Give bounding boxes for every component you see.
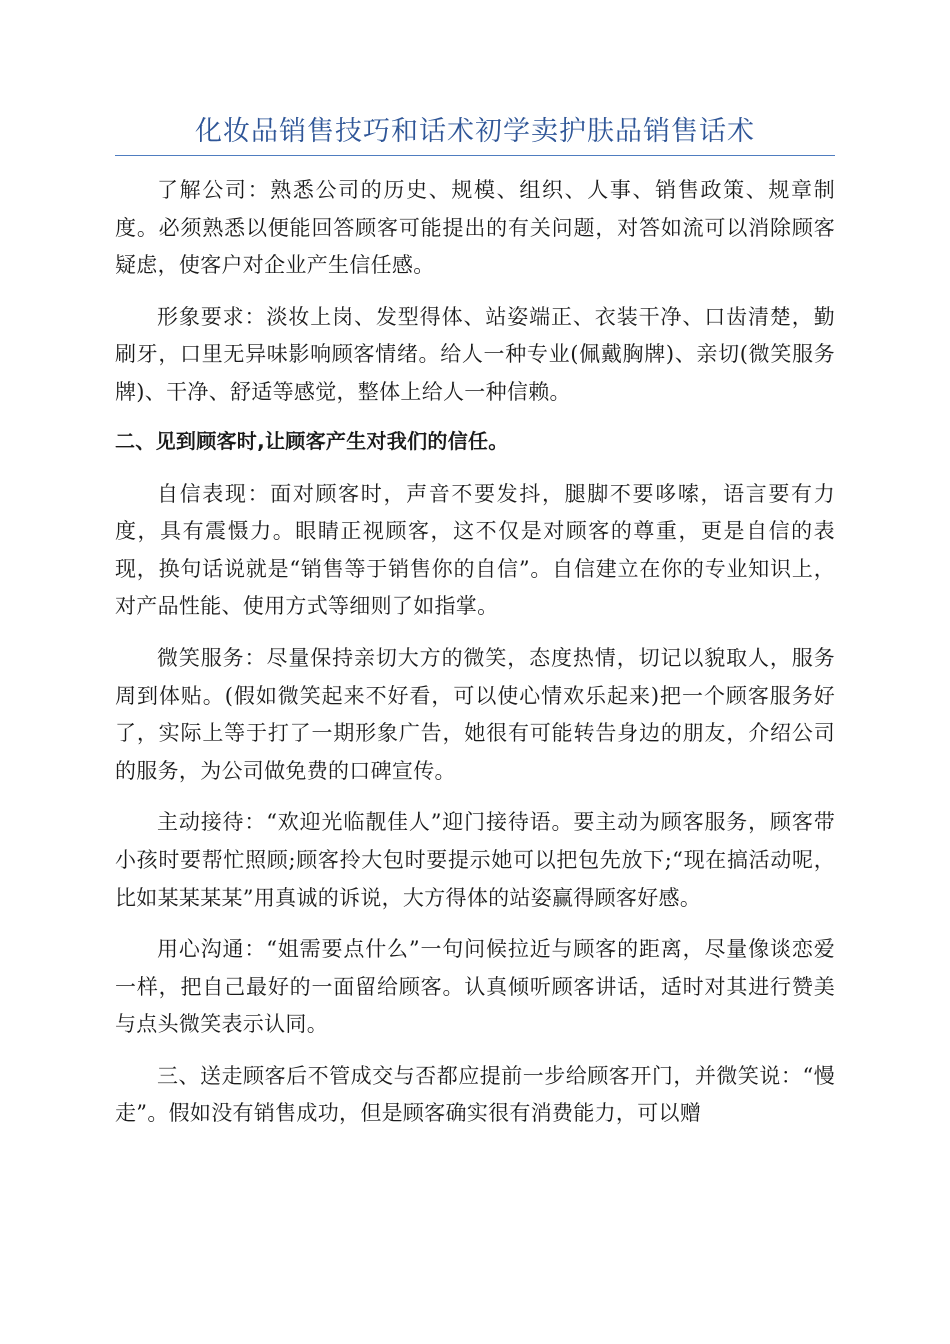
paragraph-confidence: 自信表现：面对顾客时，声音不要发抖，腿脚不要哆嗦，语言要有力度，具有震慑力。眼睛正视顾客，这不仅是对顾客的尊重，更是自信的表现，换句话说就是“销售等于销售你的自信”。自信建立在你的专业知识上，对产品性能、使用方式等细则了如指掌。	[115, 481, 835, 619]
paragraph-company: 了解公司：熟悉公司的历史、规模、组织、人事、销售政策、规章制度。必须熟悉以便能回答顾客可能提出的有关问题，对答如流可以消除顾客疑虑，使客户对企业产生信任感。	[115, 178, 835, 278]
document-title: 化妆品销售技巧和话术初学卖护肤品销售话术	[195, 116, 755, 147]
title-underline	[115, 155, 835, 156]
section-heading: 二、见到顾客时,让顾客产生对我们的信任。	[115, 428, 509, 453]
paragraph-farewell: 三、送走顾客后不管成交与否都应提前一步给顾客开门，并微笑说：“慢走”。假如没有销售成功，但是顾客确实很有消费能力，可以赠	[115, 1063, 835, 1126]
paragraph-communication: 用心沟通：“姐需要点什么”一句问候拉近与顾客的距离，尽量像谈恋爱一样，把自己最好的一面留给顾客。认真倾听顾客讲话，适时对其进行赞美与点头微笑表示认同。	[115, 937, 835, 1037]
paragraph-active-reception: 主动接待：“欢迎光临靓佳人”迎门接待语。要主动为顾客服务，顾客带小孩时要帮忙照顾;顾客拎大包时要提示她可以把包先放下;“现在搞活动呢，比如某某某某”用真诚的诉说，大方得体的站姿赢得顾客好感。	[115, 810, 835, 910]
paragraph-image: 形象要求：淡妆上岗、发型得体、站姿端正、衣装干净、口齿清楚，勤刷牙，口里无异味影响顾客情绪。给人一种专业(佩戴胸牌)、亲切(微笑服务牌)、干净、舒适等感觉，整体上给人一种信赖。	[115, 304, 835, 404]
paragraph-smile-service: 微笑服务：尽量保持亲切大方的微笑，态度热情，切记以貌取人，服务周到体贴。(假如微笑起来不好看，可以使心情欢乐起来)把一个顾客服务好了，实际上等于打了一期形象广告，她很有可能转告身边的朋友，介绍公司的服务，为公司做免费的口碑宣传。	[115, 645, 835, 783]
document-body	[115, 172, 835, 1147]
